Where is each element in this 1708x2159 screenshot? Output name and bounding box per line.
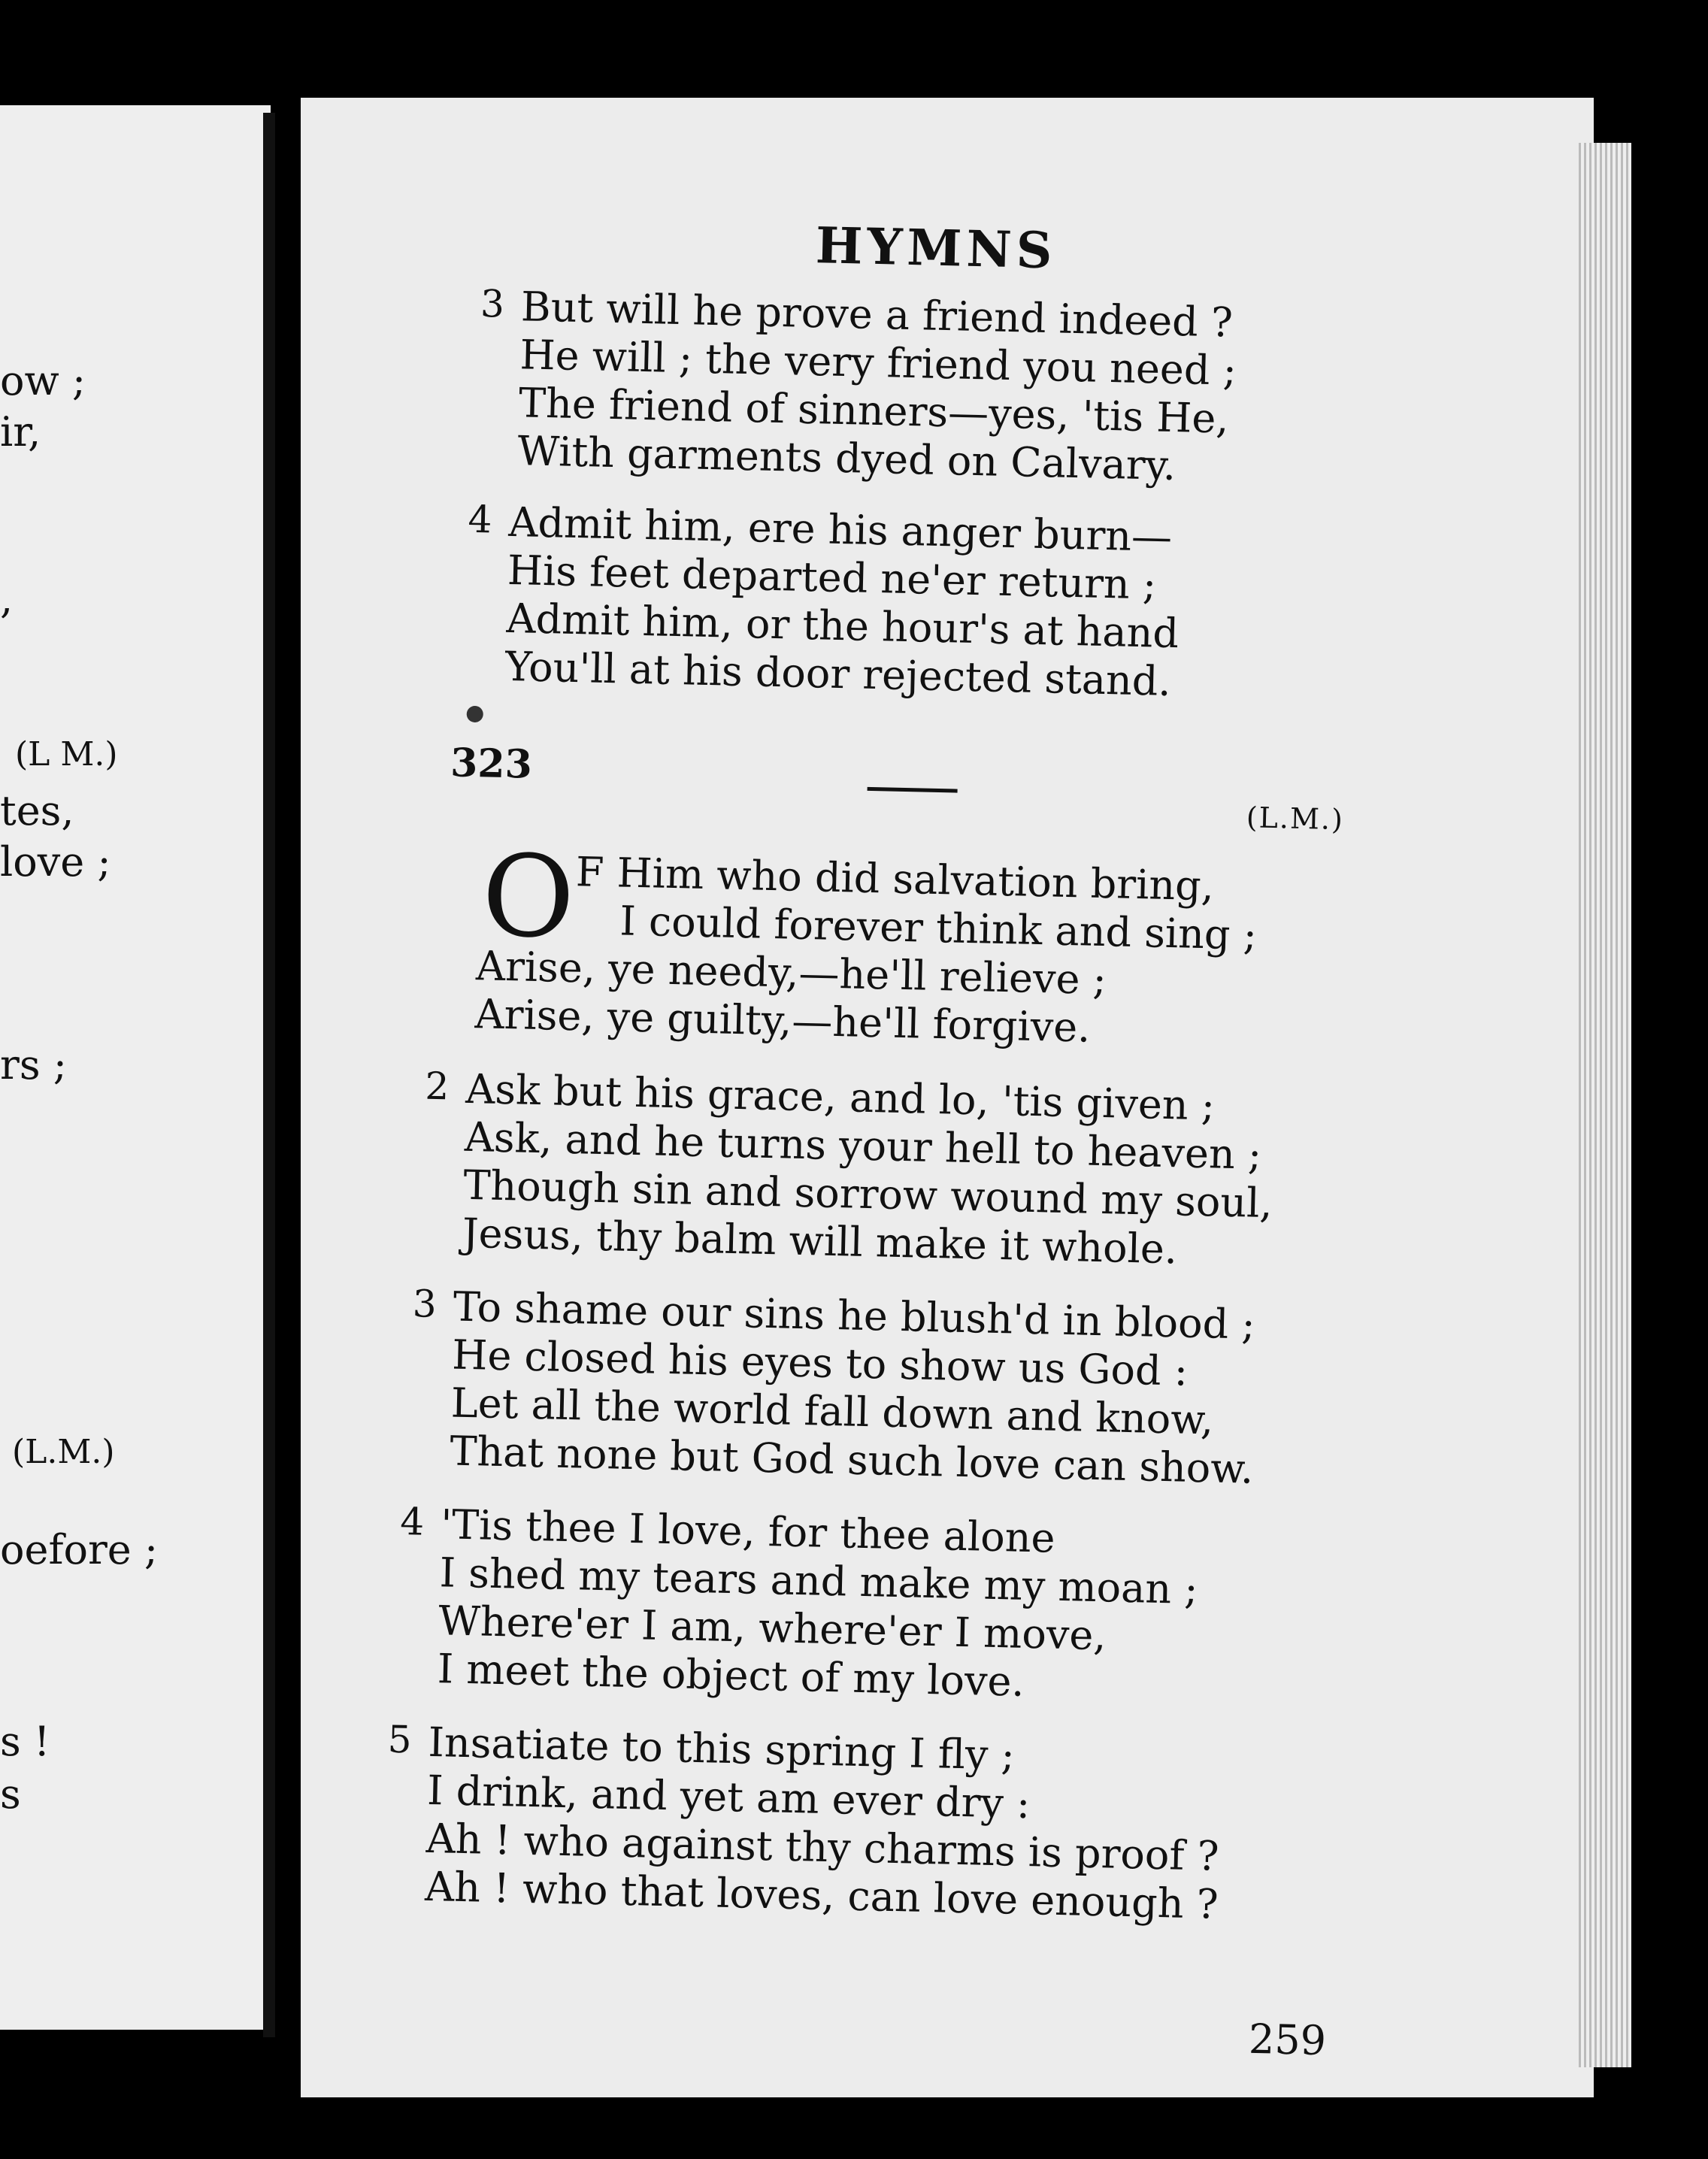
verse: [412, 1282, 1258, 1494]
left-fragment: rs ;: [0, 1041, 67, 1089]
left-meter: (L M.): [15, 735, 118, 774]
left-fragment: ,: [0, 575, 14, 622]
verse-line: I meet the object of my love.: [437, 1645, 1025, 1706]
verse-number: 2: [424, 1064, 450, 1109]
verse-number: 3: [480, 282, 505, 326]
meter-label: (L.M.): [1246, 801, 1345, 837]
verse-line: Admit him, or the hour's at hand: [505, 594, 1180, 658]
hymn-number: 323: [450, 740, 533, 788]
verse-number: 4: [467, 497, 493, 542]
verse-line: You'll at his door rejected stand.: [504, 642, 1172, 705]
verse-line: Admit him, ere his anger burn—: [507, 498, 1173, 561]
verse-line: Though sin and sorrow wound my soul,: [462, 1161, 1273, 1228]
verse: [559, 848, 1258, 960]
book-gutter: [263, 113, 275, 2037]
verse-line: I drink, and yet am ever dry :: [426, 1766, 1031, 1828]
verse-line: F Him who did salvation bring,: [575, 848, 1215, 910]
verse: [399, 1500, 1200, 1710]
verse-line: But will he prove a friend indeed ?: [520, 283, 1234, 347]
verse-line: To shame our sins he blush'd in blood ;: [453, 1282, 1256, 1349]
verse-line: Ask, and he turns your hell to heaven ;: [464, 1113, 1262, 1179]
verse: [387, 1717, 1222, 1929]
left-facing-page: [0, 105, 271, 2030]
verse: [480, 282, 1238, 492]
drop-cap: O: [480, 831, 577, 964]
verse-line: I could forever think and sing ;: [619, 897, 1258, 959]
hymn-rule: [868, 787, 958, 793]
page-number: 259: [1248, 2015, 1327, 2065]
verse-number: 5: [387, 1717, 413, 1762]
verse-line: The friend of sinners—yes, 'tis He,: [518, 379, 1230, 443]
verse: [467, 497, 1181, 706]
verse-number: 3: [412, 1282, 438, 1327]
page-content: [277, 84, 1616, 2112]
verse-line: Where'er I am, where'er I move,: [438, 1597, 1107, 1660]
left-meter: (L.M.): [12, 1433, 115, 1471]
page-edges: [1579, 143, 1631, 2067]
left-fragment: ow ;: [0, 357, 86, 404]
verse: [474, 942, 1107, 1052]
ink-spot: [466, 706, 483, 722]
verse-line: Ah ! who against thy charms is proof ?: [425, 1814, 1220, 1880]
verse-line: His feet departed ne'er return ;: [507, 546, 1157, 609]
verse-number: 4: [399, 1500, 425, 1544]
verse-line: Let all the world fall down and know,: [450, 1379, 1214, 1444]
right-page: [301, 98, 1594, 2097]
verse-line: Ah ! who that loves, can love enough ?: [424, 1862, 1219, 1928]
left-fragment: ir,: [0, 408, 41, 456]
verse-line: Arise, ye guilty,—he'll forgive.: [474, 990, 1092, 1052]
verse-line: That none but God such love can show.: [449, 1427, 1255, 1493]
verse-line: Ask but his grace, and lo, 'tis given ;: [465, 1064, 1216, 1130]
verse-line: I shed my tears and make my moan ;: [439, 1549, 1199, 1614]
left-fragment: love ;: [0, 838, 111, 886]
left-fragment: s: [0, 1770, 21, 1818]
verse-line: Insatiate to this spring I fly ;: [427, 1718, 1016, 1779]
verse: [424, 1064, 1275, 1276]
verse-line: Arise, ye needy,—he'll relieve ;: [475, 942, 1107, 1004]
verse-line: With garments dyed on Calvary.: [516, 427, 1177, 490]
left-fragment: oefore ;: [0, 1526, 159, 1573]
left-fragment: tes,: [0, 787, 74, 834]
verse-line: He will ; the very friend you need ;: [519, 331, 1237, 395]
left-fragment: s !: [0, 1718, 50, 1765]
verse-line: 'Tis thee I love, for thee alone: [440, 1500, 1056, 1562]
verse-line: Jesus, thy balm will make it whole.: [462, 1209, 1178, 1273]
running-head: HYMNS: [815, 216, 1058, 280]
verse-line: He closed his eyes to show us God :: [451, 1331, 1189, 1395]
